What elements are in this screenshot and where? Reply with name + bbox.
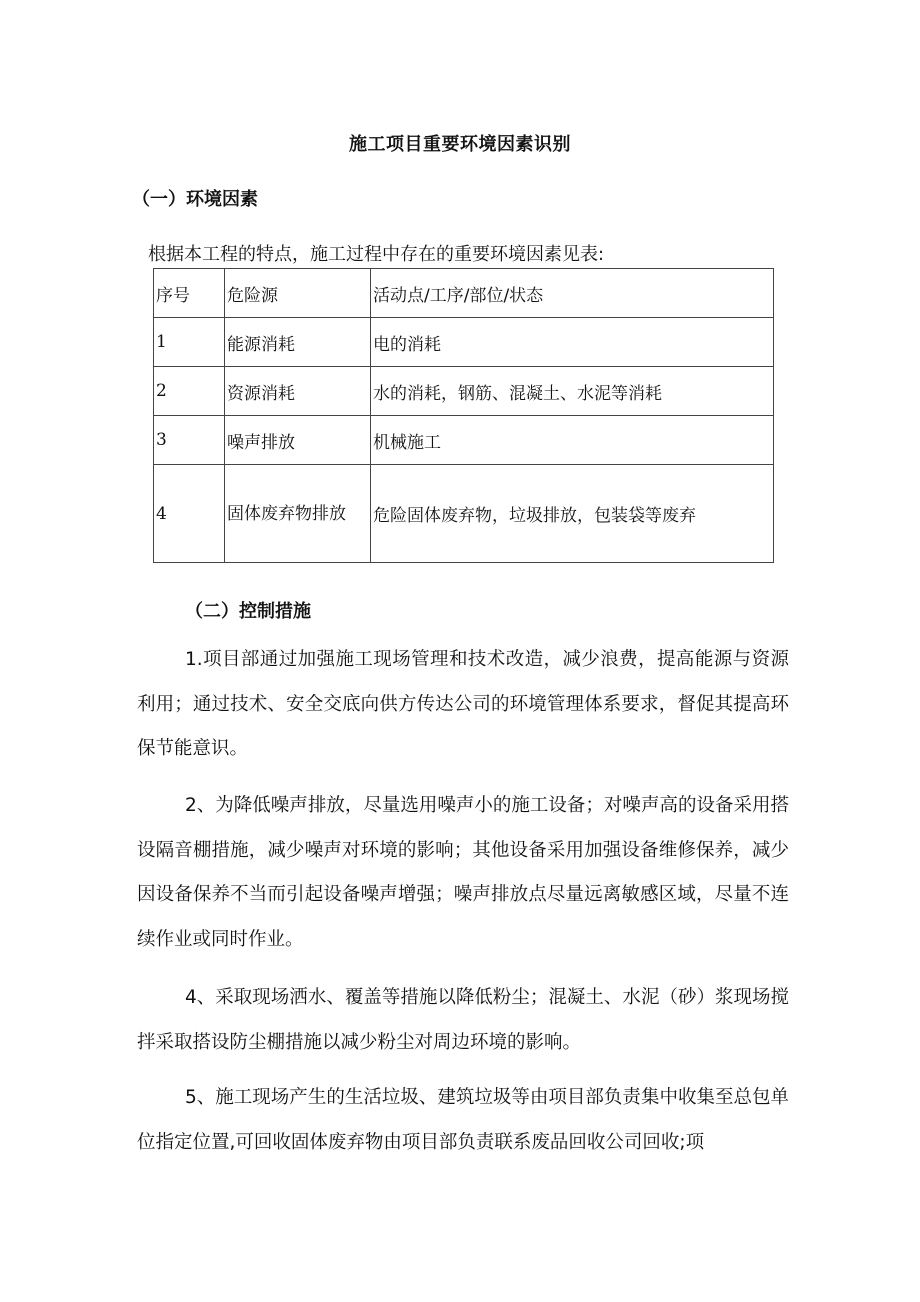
environment-factor-table <box>153 268 774 563</box>
table-row <box>154 465 774 563</box>
cell-source: 固体废弃物排放 <box>225 465 371 563</box>
cell-no: 4 <box>154 465 225 563</box>
cell-activity: 机械施工 <box>371 416 774 465</box>
table-row <box>154 416 774 465</box>
cell-source: 噪声排放 <box>225 416 371 465</box>
measure-paragraph-2: 2、为降低噪声排放，尽量选用噪声小的施工设备；对噪声高的设备采用搭设隔音棚措施，减少噪声对环境的影响；其他设备采用加强设备维修保养，减少因设备保养不当而引起设备噪声增强；噪声排放点尽量远离敏感区域，尽量不连续作业或同时作业。 <box>137 795 789 950</box>
cell-activity: 电的消耗 <box>371 318 774 367</box>
cell-activity: 水的消耗，钢筋、混凝土、水泥等消耗 <box>371 367 774 416</box>
table-row <box>154 367 774 416</box>
cell-source: 资源消耗 <box>225 367 371 416</box>
header-cell-activity: 活动点/工序/部位/状态 <box>371 269 774 318</box>
header-cell-no: 序号 <box>154 269 225 318</box>
header-cell-source: 危险源 <box>225 269 371 318</box>
cell-source: 能源消耗 <box>225 318 371 367</box>
section-heading-control-measures: （二）控制措施 <box>185 601 311 622</box>
measure-paragraph-5: 5、施工现场产生的生活垃圾、建筑垃圾等由项目部负责集中收集至总包单位指定位置,可回收固体废弃物由项目部负责联系废品回收公司回收;项 <box>137 1087 789 1153</box>
section-heading-environment-factors: （一）环境因素 <box>132 189 258 210</box>
cell-activity: 危险固体废弃物，垃圾排放，包装袋等废弃 <box>371 465 774 563</box>
table-header-row <box>154 269 774 318</box>
cell-no: 1 <box>154 318 225 367</box>
measure-paragraph-1: 1.项目部通过加强施工现场管理和技术改造，减少浪费，提高能源与资源利用；通过技术、安全交底向供方传达公司的环境管理体系要求，督促其提高环保节能意识。 <box>137 649 789 759</box>
cell-no: 2 <box>154 367 225 416</box>
measure-paragraph-4: 4、采取现场洒水、覆盖等措施以降低粉尘；混凝土、水泥（砂）浆现场搅拌采取搭设防尘棚措施以减少粉尘对周边环境的影响。 <box>137 987 789 1053</box>
document-title: 施工项目重要环境因素识别 <box>349 134 571 155</box>
table-row <box>154 318 774 367</box>
intro-text: 根据本工程的特点，施工过程中存在的重要环境因素见表: <box>148 244 605 265</box>
cell-no: 3 <box>154 416 225 465</box>
